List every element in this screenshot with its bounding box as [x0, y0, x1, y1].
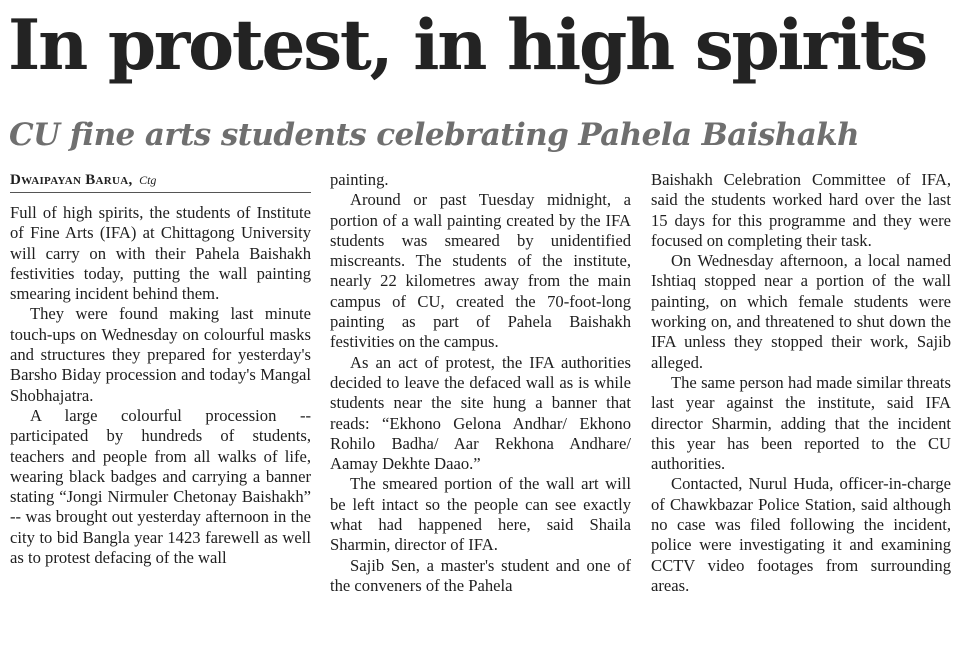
article-paragraph: A large colourful procession -- participated by hundreds of students, teachers and people from all walks of life, wearing black badges and carrying a banner stating “Jongi Nirmuler Chetonay Baishakh” -- was brought out yesterday afternoon in the city to bid Bangla year 1423 farewell as well as to protest defacing of the wall [10, 405, 311, 568]
byline [10, 170, 311, 193]
article-paragraph-continued: painting. [330, 170, 389, 189]
article-paragraph: On Wednesday afternoon, a local named Ishtiaq stopped near a portion of the wall painting, on which female students were working on, and threatened to shut down the IFA unless they stopped their work, Sajib alleged. [651, 251, 951, 372]
article-paragraph-continued: Baishakh Celebration Committee of IFA, said the students worked hard over the last 15 days for this programme and they were focused on completing their task. [651, 170, 951, 250]
article-paragraph: Sajib Sen, a master's student and one of the conveners of the Pahela [330, 555, 631, 595]
article-paragraph: Contacted, Nurul Huda, officer-in-charge of Chawkbazar Police Station, said although no case was filed following the incident, police were investigating it and examining CCTV video footages from surrounding areas. [651, 474, 951, 595]
article-column-3 [651, 170, 951, 596]
headline: In protest, in high spirits [8, 5, 927, 86]
article-paragraph: Around or past Tuesday midnight, a portion of a wall painting created by the IFA students was smeared by unidentified miscreants. The students of the institute, nearly 22 kilometres away from the main campus of CU, created the 70-foot-long painting as part of Pahela Baishakh festivities on the campus. [330, 190, 631, 352]
article-paragraph: They were found making last minute touch-ups on Wednesday on colourful masks and structures they prepared for yesterday's Barsho Biday procession and today's Mangal Shobhajatra. [10, 304, 311, 405]
article-paragraph: Full of high spirits, the students of Institute of Fine Arts (IFA) at Chittagong University will carry on with their Pahela Baishakh festivities today, putting the wall painting smearing incident behind them. [10, 203, 311, 304]
article-column-2 [330, 170, 631, 596]
article-paragraph: The same person had made similar threats last year against the institute, said IFA director Sharmin, adding that the incident this year has been reported to the CU authorities. [651, 372, 951, 474]
article-paragraph: As an act of protest, the IFA authorities decided to leave the defaced wall as is while students near the site hung a banner that reads: “Ekhono Gelona Andhar/ Ekhono Rohilo Badha/ Aar Rekhona Andhare/ Aamay Dekhte Daao.” [330, 352, 631, 474]
article-column-1 [10, 170, 311, 568]
subheadline: CU fine arts students celebrating Pahela Baishakh [9, 117, 859, 153]
article-paragraph: The smeared portion of the wall art will be left intact so the people can see exactly what had happened here, said Shaila Sharmin, director of IFA. [330, 474, 631, 555]
byline-location: Ctg [139, 173, 157, 187]
byline-author: Dwaipayan Barua, [10, 172, 133, 188]
